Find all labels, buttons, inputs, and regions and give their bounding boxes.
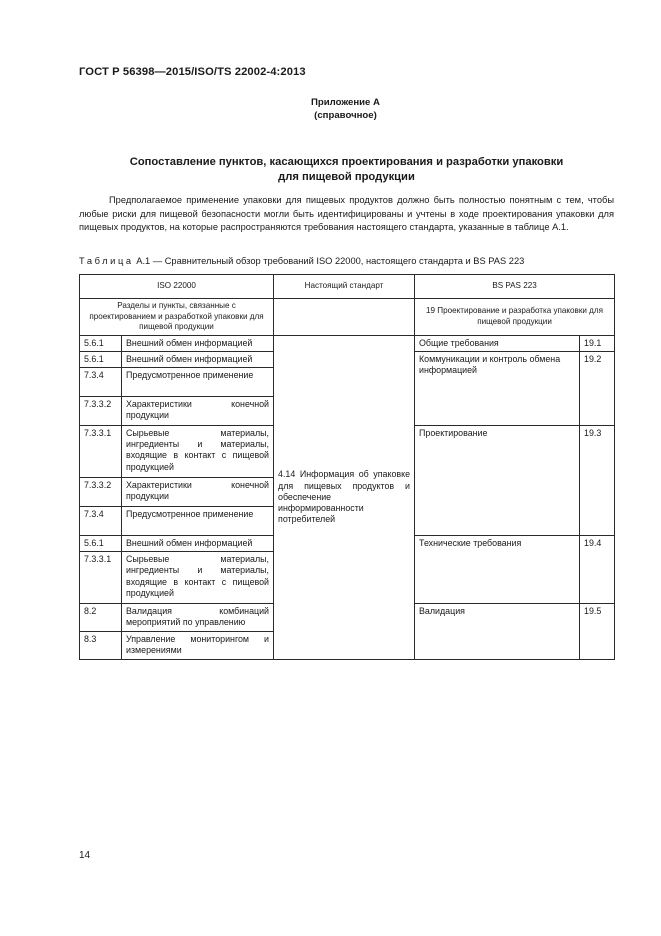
annex-title: Приложение А (311, 97, 380, 108)
pas-num: 19.3 (580, 425, 615, 535)
iso-text: Характеристики конечной продукции (122, 396, 274, 425)
subheader-pas: 19 Проектирование и разработка упаковки для пищевой продукции (415, 299, 615, 336)
pas-text: Проектирование (415, 425, 580, 535)
table-caption-prefix: Таблица (79, 256, 134, 266)
iso-text: Предусмотренное применение (122, 506, 274, 535)
iso-num: 5.6.1 (80, 535, 122, 551)
page-number: 14 (79, 850, 91, 861)
header-iso: ISO 22000 (80, 275, 274, 299)
section-title-line1: Сопоставление пунктов, касающихся проектирования и разработки упаковки (129, 156, 564, 168)
table-caption (79, 256, 524, 266)
header-pas: BS PAS 223 (415, 275, 615, 299)
pas-text: Коммуникации и контроль обмена информацией (415, 351, 580, 425)
pas-num: 19.2 (580, 351, 615, 425)
iso-text: Сырьевые материалы, ингредиенты и материалы, входящие в контакт с пищевой продукцией (122, 425, 274, 477)
iso-num: 5.6.1 (80, 335, 122, 351)
pas-text: Валидация (415, 604, 580, 660)
iso-num: 8.3 (80, 632, 122, 660)
annex-note: (справочное) (314, 110, 377, 121)
iso-num: 7.3.3.1 (80, 552, 122, 604)
iso-num: 7.3.3.2 (80, 396, 122, 425)
subheader-standard-empty (274, 299, 415, 336)
comparison-table (79, 274, 615, 660)
section-title-line2: для пищевой продукции (278, 171, 415, 183)
pas-text: Общие требования (415, 335, 580, 351)
iso-text: Предусмотренное применение (122, 367, 274, 396)
iso-text: Сырьевые материалы, ингредиенты и материалы, входящие в контакт с пищевой продукцией (122, 552, 274, 604)
table-row (80, 335, 615, 351)
pas-num: 19.4 (580, 535, 615, 603)
iso-num: 7.3.4 (80, 367, 122, 396)
section-title (80, 155, 613, 185)
pas-num: 19.1 (580, 335, 615, 351)
table-caption-number: А.1 (136, 256, 151, 266)
intro-paragraph (79, 194, 614, 235)
pas-text: Технические требования (415, 535, 580, 603)
subheader-iso: Разделы и пункты, связанные с проектированием и разработкой упаковки для пищевой продукции (80, 299, 274, 336)
iso-text: Характеристики конечной продукции (122, 477, 274, 506)
iso-text: Внешний обмен информацией (122, 535, 274, 551)
iso-num: 8.2 (80, 604, 122, 632)
iso-text: Внешний обмен информацией (122, 335, 274, 351)
standard-clause: 4.14 Информация об упаковке для пищевых продуктов и обеспечение информированности потребителей (274, 335, 415, 660)
annex-heading (0, 96, 661, 122)
document-header: ГОСТ Р 56398—2015/ISO/TS 22002-4:2013 (79, 66, 306, 78)
intro-text: Предполагаемое применение упаковки для пищевых продуктов должно быть полностью понятным с тем, чтобы любые риски для пищевой безопасности могли быть идентифицированы и учтены в ходе проектирования упаковки для пищевых продуктов, на которые распространяются требования настоящего стандарта, указанные в таблице А.1. (79, 195, 614, 233)
iso-num: 7.3.3.2 (80, 477, 122, 506)
table-caption-text: — Сравнительный обзор требований ISO 22000, настоящего стандарта и BS PAS 223 (152, 256, 525, 266)
iso-text: Внешний обмен информацией (122, 351, 274, 367)
pas-num: 19.5 (580, 604, 615, 660)
iso-num: 7.3.4 (80, 506, 122, 535)
iso-num: 7.3.3.1 (80, 425, 122, 477)
iso-num: 5.6.1 (80, 351, 122, 367)
iso-text: Валидация комбинаций мероприятий по управлению (122, 604, 274, 632)
header-standard: Настоящий стандарт (274, 275, 415, 299)
iso-text: Управление мониторингом и измерениями (122, 632, 274, 660)
